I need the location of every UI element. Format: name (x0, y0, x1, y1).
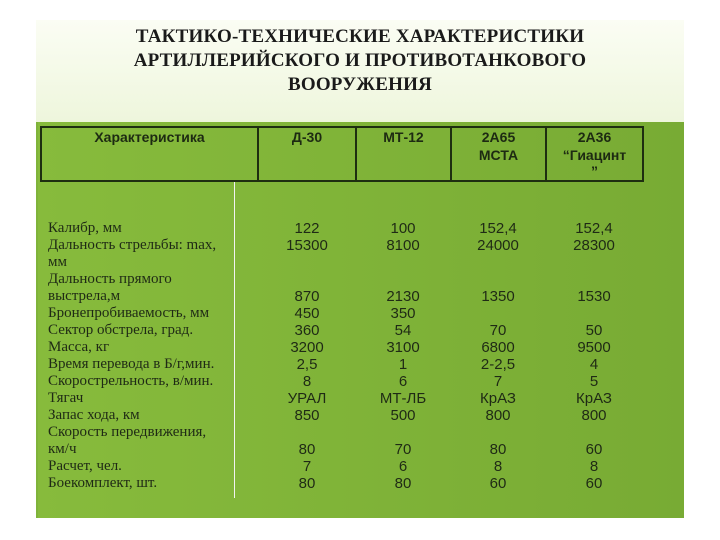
cell-giatsint-reserve: 800 (581, 407, 607, 424)
cell-mt12-speed: 70 (394, 441, 412, 458)
cell-msta-speed: 80 (489, 441, 507, 458)
label-caliber: Калибр, мм (48, 220, 122, 236)
cell-mt12-rate: 6 (398, 373, 408, 390)
label-speed-unit: км/ч (48, 441, 77, 457)
cell-d30-deploy: 2,5 (296, 356, 318, 373)
cell-giatsint-mass: 9500 (577, 339, 611, 356)
cell-d30-speed: 80 (298, 441, 316, 458)
slide (36, 20, 684, 518)
header-characteristic: Характеристика (94, 129, 205, 145)
cell-d30-mass: 3200 (290, 339, 324, 356)
label-range-max: Дальность стрельбы: max, (48, 237, 217, 253)
header-msta-line2: МСТА (478, 147, 519, 163)
cell-d30-reserve: 850 (294, 407, 320, 424)
title-line-1: ТАКТИКО-ТЕХНИЧЕСКИЕ ХАРАКТЕРИСТИКИ (135, 26, 585, 47)
cell-msta-reserve: 800 (485, 407, 511, 424)
title-line-3: ВООРУЖЕНИЯ (287, 74, 433, 95)
label-speed: Скорость передвижения, (48, 424, 207, 440)
header-bottom-border (40, 180, 644, 182)
cell-giatsint-rate: 5 (589, 373, 599, 390)
header-mt12: МТ-12 (383, 129, 424, 145)
cell-mt12-sector: 54 (394, 322, 412, 339)
cell-giatsint-armor: 50 (585, 322, 603, 339)
cell-d30-armor: 450 (294, 305, 320, 322)
label-range-reserve: Запас хода, км (48, 407, 140, 423)
cell-d30-range: 15300 (286, 237, 328, 254)
cell-giatsint-tractor: КрАЗ (576, 390, 612, 407)
label-tractor: Тягач (48, 390, 84, 406)
cell-giatsint-deploy: 4 (589, 356, 599, 373)
col-divider-1-body (234, 182, 235, 498)
cell-d30-ammo: 80 (298, 475, 316, 492)
label-mass: Масса, кг (48, 339, 110, 355)
cell-msta-mass: 6800 (481, 339, 515, 356)
cell-d30-tractor: УРАЛ (287, 390, 327, 407)
cell-msta-caliber: 152,4 (479, 220, 517, 237)
cell-mt12-caliber: 100 (390, 220, 416, 237)
cell-mt12-crew: 6 (398, 458, 408, 475)
title-box (36, 20, 684, 122)
header-giatsint-line3: ” (591, 163, 598, 179)
header-giatsint-line2: “Гиацинт (562, 147, 627, 163)
cell-d30-caliber: 122 (294, 220, 320, 237)
cell-msta-rate: 7 (493, 373, 503, 390)
specs-table (38, 122, 684, 518)
cell-giatsint-direct: 1530 (577, 288, 611, 305)
right-border (642, 126, 644, 180)
cell-mt12-armor: 350 (390, 305, 416, 322)
cell-msta-tractor: КрАЗ (480, 390, 516, 407)
cell-mt12-tractor: МТ-ЛБ (379, 390, 427, 407)
header-msta-line1: 2А65 (481, 129, 516, 145)
cell-msta-armor: 70 (489, 322, 507, 339)
title-line-2: АРТИЛЛЕРИЙСКОГО И ПРОТИВОТАНКОВОГО (133, 50, 587, 71)
cell-mt12-reserve: 500 (390, 407, 416, 424)
label-ammo: Боекомплект, шт. (48, 475, 158, 491)
cell-giatsint-range: 28300 (573, 237, 615, 254)
label-armor-pen: Бронепробиваемость, мм (48, 305, 210, 321)
cell-mt12-mass: 3100 (386, 339, 420, 356)
label-direct-fire-unit: выстрела,м (48, 288, 121, 304)
cell-msta-crew: 8 (493, 458, 503, 475)
cell-giatsint-ammo: 60 (585, 475, 603, 492)
cell-giatsint-crew: 8 (589, 458, 599, 475)
label-range-unit: мм (48, 254, 67, 270)
cell-d30-sector: 360 (294, 322, 320, 339)
label-deploy-time: Время перевода в Б/г,мин. (48, 356, 215, 372)
label-fire-rate: Скорострельность, в/мин. (48, 373, 214, 389)
cell-msta-deploy: 2-2,5 (480, 356, 516, 373)
label-direct-fire: Дальность прямого (48, 271, 172, 287)
label-firing-sector: Сектор обстрела, град. (48, 322, 194, 338)
cell-mt12-ammo: 80 (394, 475, 412, 492)
cell-mt12-direct: 2130 (386, 288, 420, 305)
cell-d30-crew: 7 (302, 458, 312, 475)
cell-mt12-range: 8100 (386, 237, 420, 254)
cell-giatsint-speed: 60 (585, 441, 603, 458)
cell-mt12-deploy: 1 (398, 356, 408, 373)
header-d30: Д-30 (291, 129, 323, 145)
cell-d30-rate: 8 (302, 373, 312, 390)
cell-giatsint-caliber: 152,4 (575, 220, 613, 237)
header-giatsint-line1: 2А36 (577, 129, 612, 145)
label-crew: Расчет, чел. (48, 458, 122, 474)
cell-d30-direct: 870 (294, 288, 320, 305)
cell-msta-ammo: 60 (489, 475, 507, 492)
cell-msta-range: 24000 (477, 237, 519, 254)
cell-msta-direct: 1350 (481, 288, 515, 305)
